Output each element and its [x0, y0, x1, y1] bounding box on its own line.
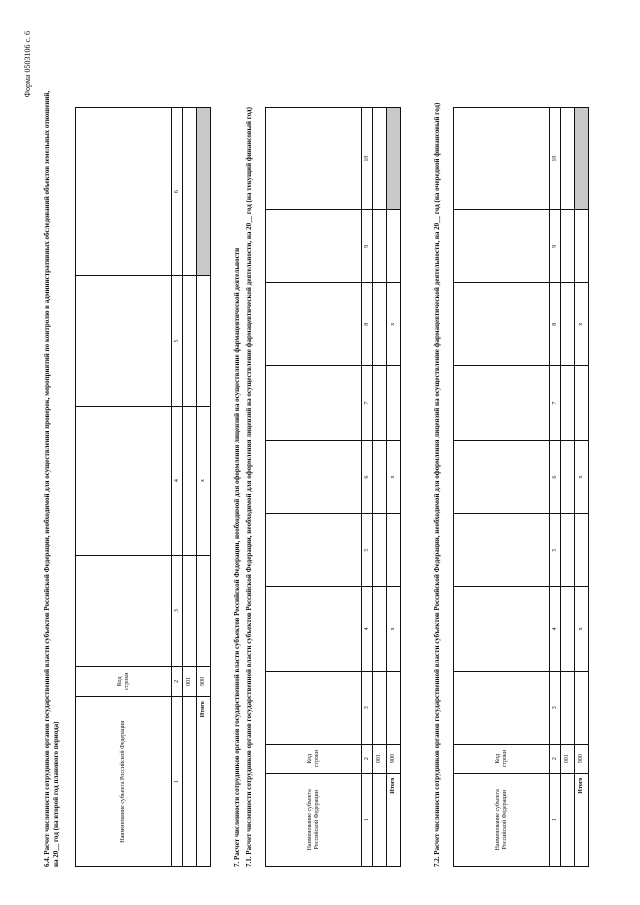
header-col-10	[266, 107, 362, 209]
table-header-row: Наименование субъекта Российской Федерации Код строки	[266, 107, 362, 866]
table-total-row: Итого 900 x	[197, 107, 211, 866]
header-col-9	[454, 209, 550, 282]
section-7-2-heading: 7.2. Расчет численности сотрудников органов государственной власти субъектов Российской Федерации, необходимой для оформления лицензий на осуществление фармацевтической деятельности, на 20__ год (на очередной финансовый год)	[433, 102, 441, 867]
table-number-row: 1 2 3 4 5 6 7 8 9 10	[550, 107, 561, 866]
table-7-2	[453, 107, 589, 867]
header-col-9	[266, 209, 362, 282]
header-col-6	[266, 440, 362, 513]
header-col-4	[266, 586, 362, 671]
header-col-5	[266, 513, 362, 586]
section-7-heading: 7. Расчет численности сотрудников органов государственной власти субъектов Российской Федерации, необходимой для оформления лицензий на осуществление фармацевтической деятельности	[233, 247, 241, 867]
table-6-4	[75, 107, 211, 867]
header-col-10	[454, 107, 550, 209]
header-col-7	[266, 365, 362, 440]
table-total-row: Итого 900 x x x	[575, 107, 589, 866]
header-col-6	[76, 107, 172, 276]
header-col-8	[454, 282, 550, 365]
rotated-form	[15, 23, 625, 883]
header-col-3	[454, 671, 550, 744]
table-total-row: Итого 900 x x x	[387, 107, 401, 866]
table-7-1	[265, 107, 401, 867]
table-number-row: 1 2 3 4 5 6	[172, 107, 183, 866]
header-col-7	[454, 365, 550, 440]
header-code: Код строки	[76, 666, 172, 697]
section-7-1-heading: 7.1. Расчет численности сотрудников органов государственной власти субъектов Российской Федерации, необходимой для оформления лицензий на осуществление фармацевтической деятельности, на 20__ год (на текущий финансовый год)	[245, 106, 253, 867]
header-col-4	[76, 406, 172, 555]
table-row: 001	[561, 107, 575, 866]
header-subject: Наименование субъекта Российской Федерации	[76, 696, 172, 866]
section-6-4-heading: 6.4. Расчет численности сотрудников органов государственной власти субъектов Российской Федерации, необходимой для осуществления проверок, мероприятий по контролю в административных обследований объектов земельных отношений, на 20__ год (на второй год планового периода)	[43, 90, 60, 867]
table-row: 001	[373, 107, 387, 866]
table-header-row: Наименование субъекта Российской Федерации Код строки	[454, 107, 550, 866]
header-col-4	[454, 586, 550, 671]
header-col-8	[266, 282, 362, 365]
table-header-row	[76, 107, 172, 866]
table-number-row: 1 2 3 4 5 6 7 8 9 10	[362, 107, 373, 866]
header-col-3	[266, 671, 362, 744]
header-col-5	[454, 513, 550, 586]
header-col-3	[76, 555, 172, 666]
header-col-6	[454, 440, 550, 513]
form-code: Форма 0503106 с. 6	[23, 30, 32, 97]
table-row: 001	[183, 107, 197, 866]
header-col-5	[76, 276, 172, 406]
